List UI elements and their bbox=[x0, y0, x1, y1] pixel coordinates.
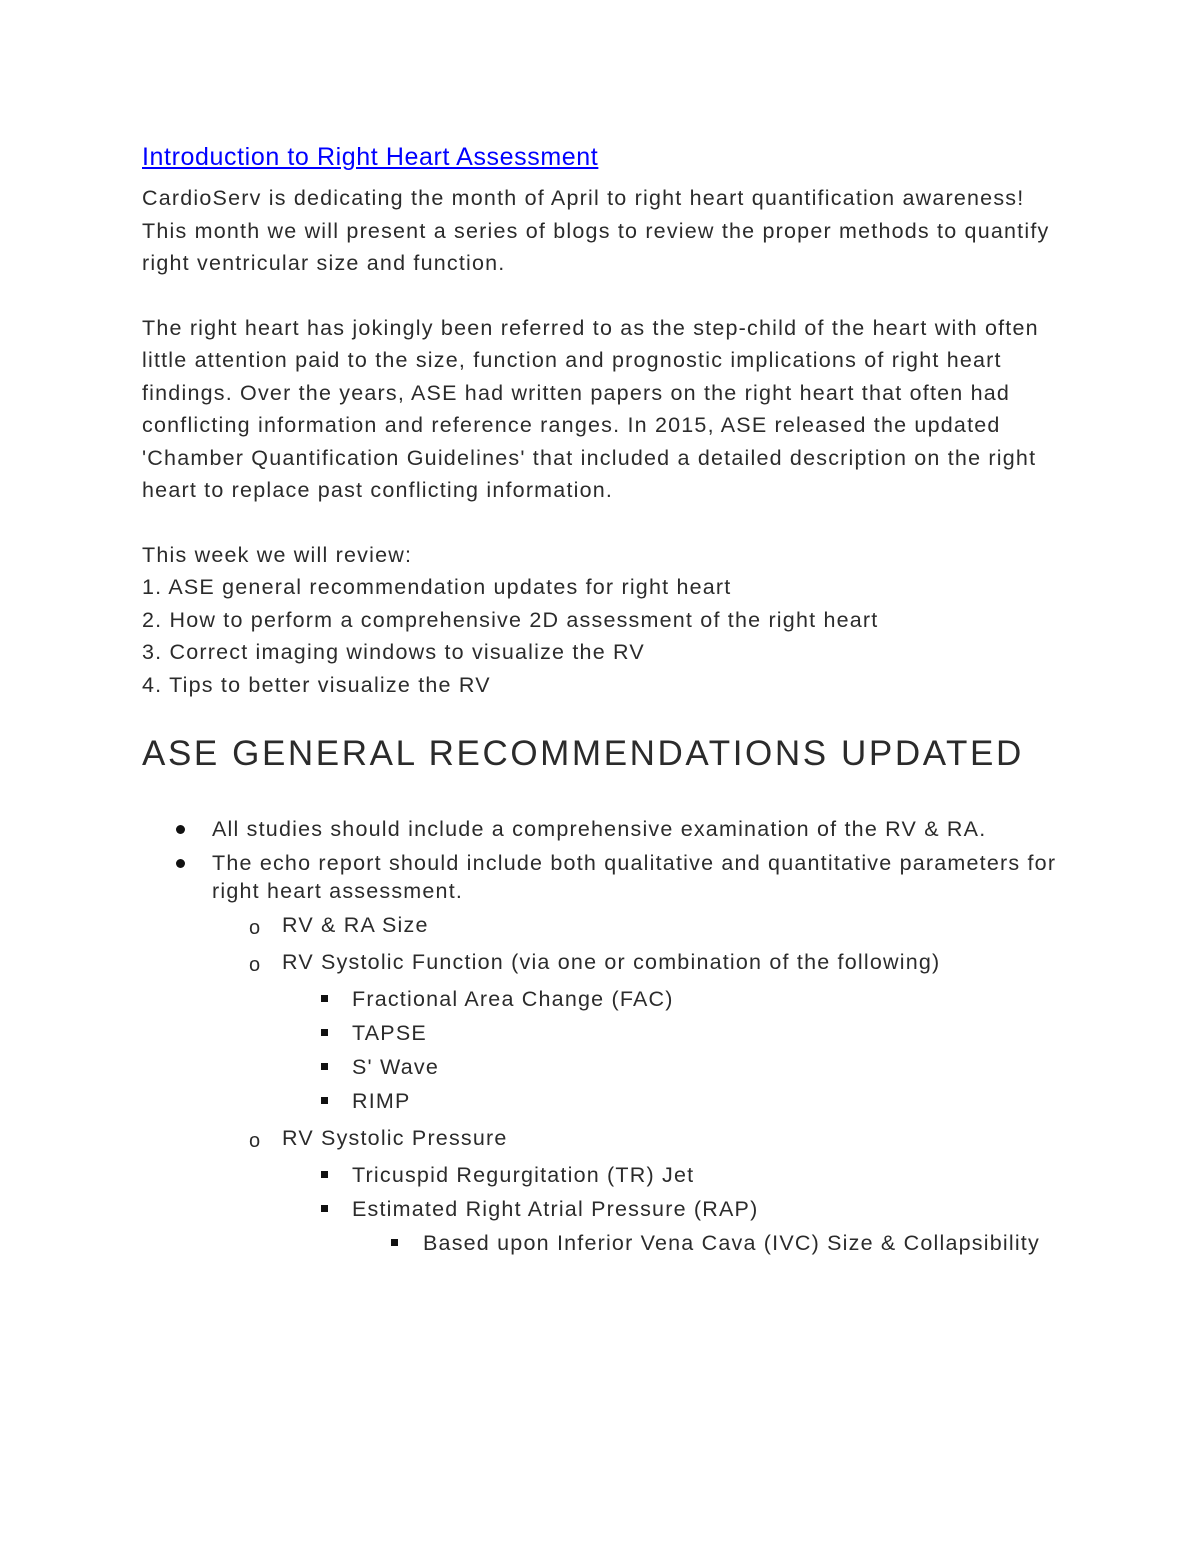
sub-list-item bbox=[142, 1124, 1072, 1257]
review-item: 4. Tips to better visualize the RV bbox=[142, 672, 491, 697]
list-item-text: All studies should include a comprehensive examination of the RV & RA. bbox=[212, 817, 987, 841]
sub-sub-list-item bbox=[142, 985, 1072, 1013]
intro-paragraph: CardioServ is dedicating the month of April to right heart quantification awareness! This month we will present a series of blogs to review the proper methods to quantify right ventricular size and function. bbox=[142, 186, 1050, 275]
background-paragraph: The right heart has jokingly been referred to as the step-child of the heart with often little attention paid to the size, function and prognostic implications of right heart findings. Over the years, ASE had written papers on the right heart that often had conflicting information and reference ranges. In 2015, ASE released the updated 'Chamber Quantification Guidelines' that included a detailed description on the right heart to replace past conflicting information. bbox=[142, 315, 1039, 502]
list-item bbox=[142, 815, 1072, 843]
sub-list-item-text: RV Systolic Pressure bbox=[282, 1126, 508, 1150]
review-item: 1. ASE general recommendation updates for right heart bbox=[142, 575, 732, 599]
sub-sub-list-item-text: TAPSE bbox=[352, 1021, 427, 1045]
list-item bbox=[142, 849, 1072, 1257]
circle-bullet-icon: o bbox=[249, 917, 262, 939]
bullet-icon bbox=[176, 859, 185, 868]
circle-bullet-icon: o bbox=[249, 954, 262, 976]
sub-sub-list bbox=[282, 985, 1072, 1115]
detail-list-item-text: Based upon Inferior Vena Cava (IVC) Size & Collapsibility bbox=[423, 1231, 1040, 1255]
section-heading: ASE GENERAL RECOMMENDATIONS UPDATED bbox=[142, 734, 1024, 773]
sub-list-item-text: RV & RA Size bbox=[282, 913, 429, 937]
sub-list-item-text: RV Systolic Function (via one or combination of the following) bbox=[282, 950, 941, 974]
sub-sub-list-item-text: Estimated Right Atrial Pressure (RAP) bbox=[352, 1197, 759, 1221]
bullet-icon bbox=[176, 825, 185, 834]
sub-sub-list-item-text: Tricuspid Regurgitation (TR) Jet bbox=[352, 1163, 695, 1187]
title-link[interactable]: Introduction to Right Heart Assessment bbox=[142, 143, 599, 171]
sub-sub-list-item bbox=[142, 1195, 1072, 1257]
review-intro: This week we will review: bbox=[142, 542, 413, 567]
square-bullet-icon bbox=[321, 1029, 328, 1036]
sub-sub-list-item bbox=[142, 1087, 1072, 1115]
recommendations-list bbox=[142, 815, 1072, 1257]
sub-list-item bbox=[142, 948, 1072, 1115]
square-bullet-icon bbox=[321, 1171, 328, 1178]
detail-list bbox=[352, 1229, 1072, 1257]
square-bullet-icon bbox=[391, 1239, 398, 1246]
square-bullet-icon bbox=[321, 995, 328, 1002]
sub-sub-list-item-text: S' Wave bbox=[352, 1055, 439, 1079]
paragraph-spacer bbox=[142, 280, 1072, 312]
sub-sub-list bbox=[282, 1161, 1072, 1257]
sub-list-item bbox=[142, 911, 1072, 939]
square-bullet-icon bbox=[321, 1097, 328, 1104]
detail-list-item bbox=[142, 1229, 1072, 1257]
sub-sub-list-item-text: RIMP bbox=[352, 1089, 411, 1113]
sub-sub-list-item bbox=[142, 1161, 1072, 1189]
sub-sub-list-item-text: Fractional Area Change (FAC) bbox=[352, 987, 674, 1011]
review-item: 3. Correct imaging windows to visualize the RV bbox=[142, 640, 645, 664]
review-item: 2. How to perform a comprehensive 2D assessment of the right heart bbox=[142, 607, 879, 632]
square-bullet-icon bbox=[321, 1063, 328, 1070]
circle-bullet-icon: o bbox=[249, 1130, 262, 1152]
list-item-text: The echo report should include both qualitative and quantitative parameters for right heart assessment. bbox=[212, 851, 1057, 903]
paragraph-spacer bbox=[142, 507, 1072, 539]
sub-sub-list-item bbox=[142, 1053, 1072, 1081]
sub-list bbox=[212, 911, 1072, 1257]
square-bullet-icon bbox=[321, 1205, 328, 1212]
document-page bbox=[142, 140, 1072, 1266]
sub-sub-list-item bbox=[142, 1019, 1072, 1047]
